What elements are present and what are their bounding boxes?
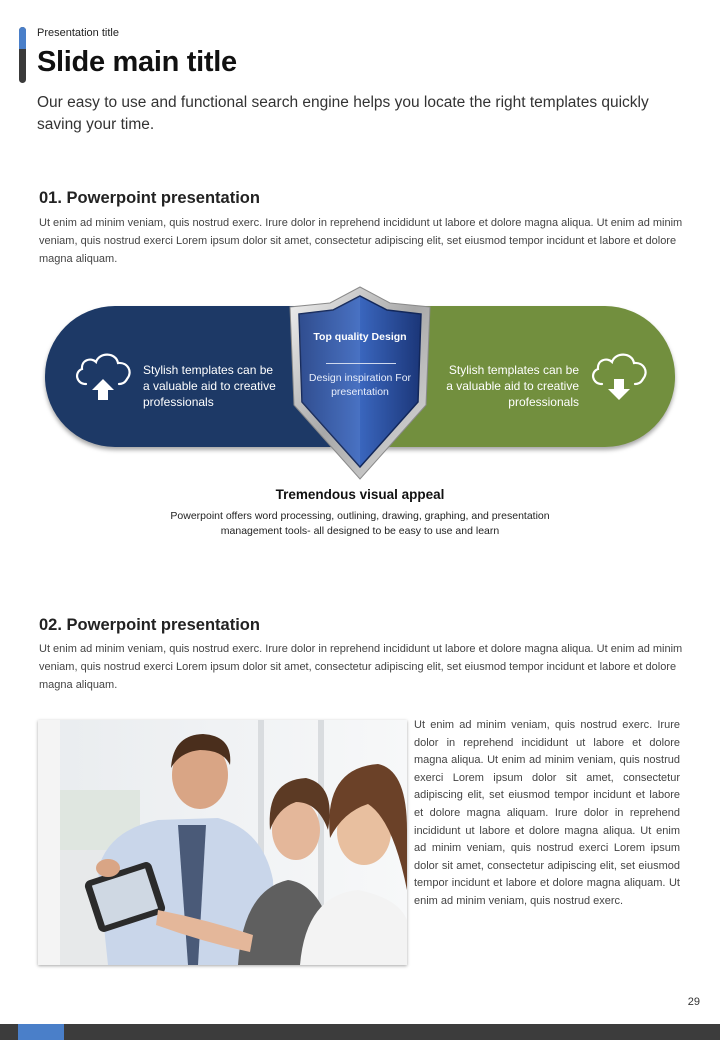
cloud-upload-icon: [72, 350, 134, 402]
section2-side-text: Ut enim ad minim veniam, quis nostrud exerc. Irure dolor in reprehend incididunt ut labore et dolore magna aliqua. Ut enim ad minim veniam, quis nostrud exerci Lorem ipsum dolor sit amet, consectetur adipiscing elit, set eiusmod tempor incidunt et labore et dolore magna aliquam. Irure dolor in reprehend incididunt ut labore et dolore magna aliqua. Ut enim ad minim veniam, quis nostrud exerci Lorem ipsum dolor sit amet, consectetur adipiscing elit, set eiusmod tempor incidunt et labore et dolore magna aliquam. Ut enim ad minim veniam, quis nostrud exerc.: [414, 719, 680, 907]
section1-title: 01. Powerpoint presentation: [39, 189, 260, 207]
presentation-title: Presentation title: [37, 27, 119, 39]
page-number: 29: [687, 996, 700, 1008]
page-subtitle: Our easy to use and functional search engine helps you locate the right templates quickly saving your time.: [37, 94, 649, 133]
title-accent-bar: [19, 27, 26, 83]
cloud-download-icon: [588, 350, 650, 402]
section1-body: Ut enim ad minim veniam, quis nostrud exerc. Irure dolor in reprehend incididunt ut labore et dolore magna aliqua. Ut enim ad minim veniam, quis nostrud exerci Lorem ipsum dolor sit amet, consectetur adipiscing elit, set eiusmod tempor incidunt et labore et dolore magna aliquam.: [39, 217, 683, 265]
appeal-title: Tremendous visual appeal: [275, 487, 445, 502]
section2-title: 02. Powerpoint presentation: [39, 616, 260, 634]
banner-left-text: Stylish templates can be a valuable aid to creative professionals: [143, 363, 276, 409]
footer-bar: [0, 1024, 720, 1040]
footer-accent: [18, 1024, 64, 1040]
shield-title: Top quality Design: [313, 331, 407, 343]
banner-right-text: Stylish templates can be a valuable aid to creative professionals: [446, 363, 579, 409]
appeal-body: Powerpoint offers word processing, outlining, drawing, graphing, and presentation management tools- all designed to be easy to use and learn: [170, 510, 550, 537]
shield-subtitle: Design inspiration For presentation: [308, 372, 412, 398]
shield-divider: [326, 363, 396, 364]
section2-body: Ut enim ad minim veniam, quis nostrud exerc. Irure dolor in reprehend incididunt ut labore et dolore magna aliqua. Ut enim ad minim veniam, quis nostrud exerci Lorem ipsum dolor sit amet, consectetur adipiscing elit, set eiusmod tempor incidunt et labore et dolore magna aliquam.: [39, 643, 683, 691]
business-team-photo: [38, 720, 407, 965]
page-title: Slide main title: [37, 46, 237, 78]
